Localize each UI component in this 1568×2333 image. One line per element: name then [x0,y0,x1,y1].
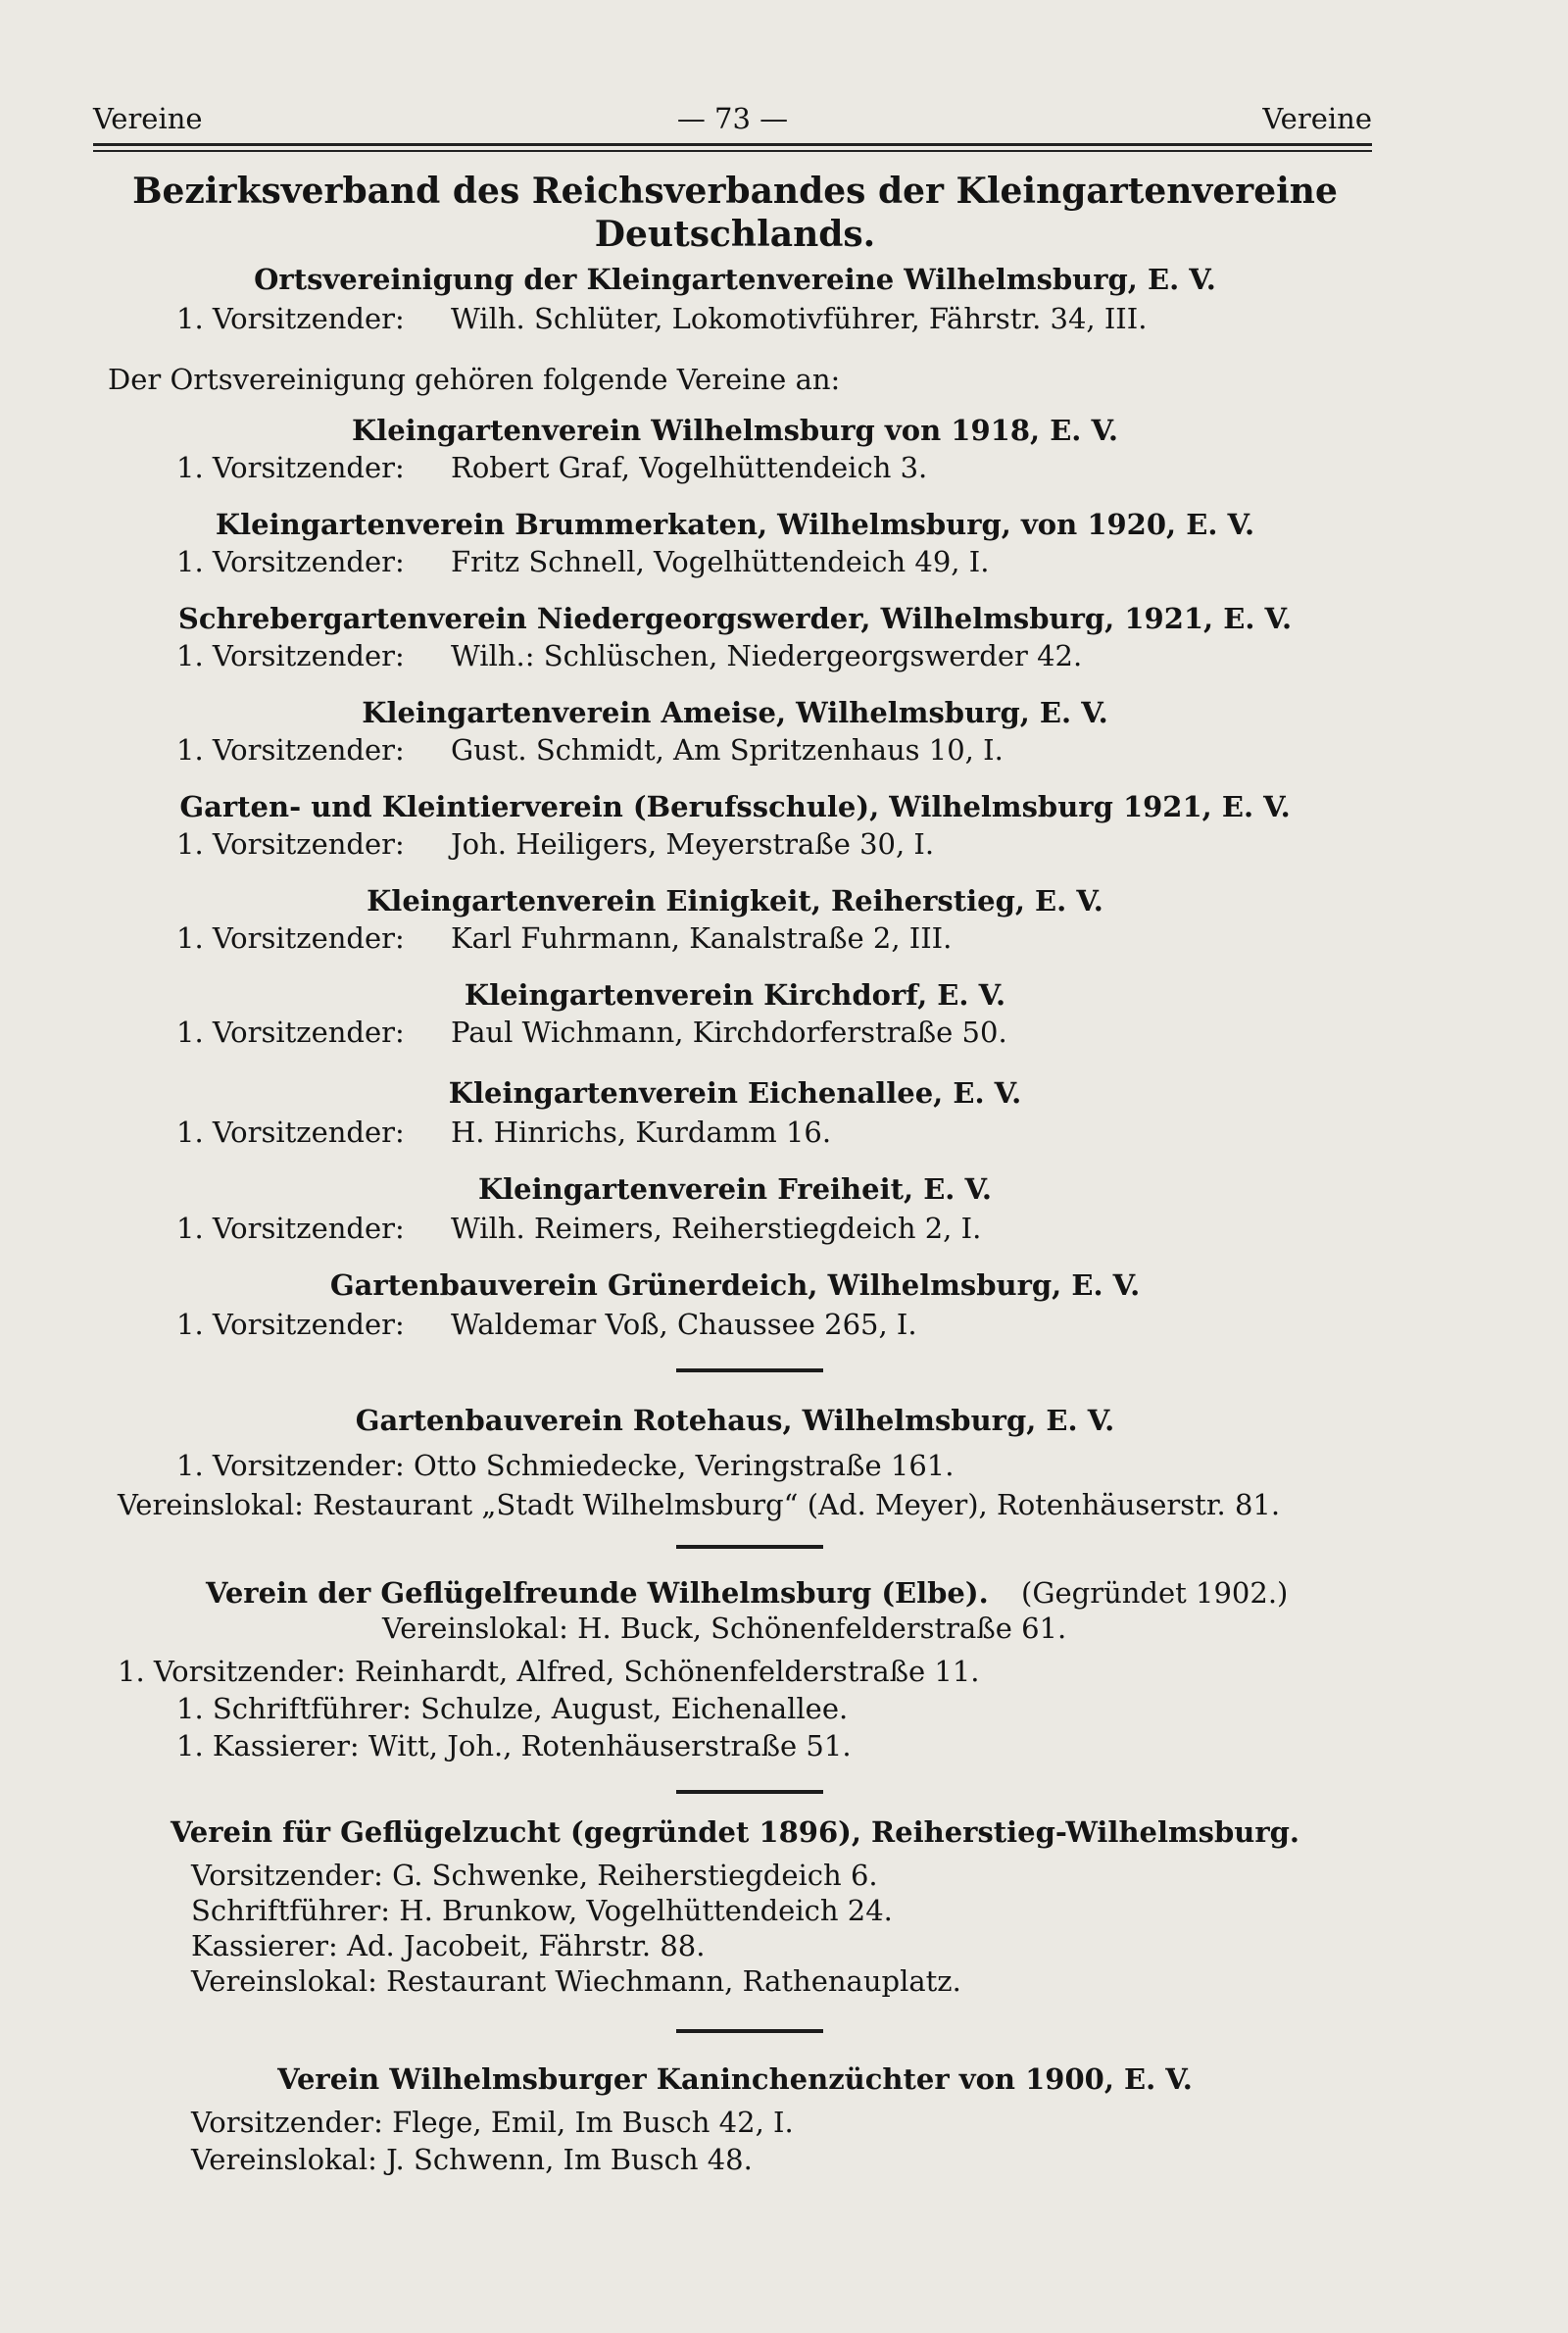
gefluegelfreunde-lokal: Vereinslokal: H. Buck, Schönenfelderstraße 61. [382,1612,1067,1645]
gefluegelzucht-secretary: Schriftführer: H. Brunkow, Vogelhüttendeich 24. [191,1894,893,1927]
club-chair-label: 1. Vorsitzender: [176,639,405,672]
ortsvereinigung-intro: Der Ortsvereinigung gehören folgende Vereine an: [108,363,841,396]
club-name: Schrebergartenverein Niedergeorgswerder, Wilhelmsburg, 1921, E. V. [177,602,1293,635]
club-chair: Karl Fuhrmann, Kanalstraße 2, III. [451,921,953,955]
header-rule-thin [93,150,1372,152]
kaninchen-name: Verein Wilhelmsburger Kaninchenzüchter von 1900, E. V. [277,2062,1193,2096]
section-divider [676,1790,823,1794]
ortsvereinigung-chair-label: 1. Vorsitzender: [176,302,405,335]
club-chair-label: 1. Vorsitzender: [176,733,405,767]
ortsvereinigung-name: Ortsvereinigung der Kleingartenvereine Wilhelmsburg, E. V. [254,263,1216,296]
rotehaus-name: Gartenbauverein Rotehaus, Wilhelmsburg, E. V. [355,1404,1115,1437]
club-chair: Fritz Schnell, Vogelhüttendeich 49, I. [451,545,990,578]
gefluegelzucht-name: Verein für Geflügelzucht (gegründet 1896), Reiherstieg-Wilhelmsburg. [170,1815,1300,1849]
club-chair-label: 1. Vorsitzender: [176,1116,405,1149]
club-name: Kleingartenverein Freiheit, E. V. [477,1172,993,1206]
main-title-line1: Bezirksverband des Reichsverbandes der Kleingartenvereine [132,171,1338,212]
gefluegelzucht-lokal: Vereinslokal: Restaurant Wiechmann, Rathenauplatz. [191,1964,961,1998]
club-chair-label: 1. Vorsitzender: [176,545,405,578]
club-name: Garten- und Kleintierverein (Berufsschule), Wilhelmsburg 1921, E. V. [179,790,1291,823]
section-divider [676,2029,823,2033]
running-header [93,102,1372,141]
club-chair-label: 1. Vorsitzender: [176,1016,405,1049]
section-divider [676,1368,823,1372]
header-left: Vereine [93,102,203,135]
club-name: Kleingartenverein Einigkeit, Reiherstieg, E. V. [367,884,1103,918]
page-number: — 73 — [676,102,789,135]
club-name: Kleingartenverein Eichenallee, E. V. [448,1076,1022,1110]
club-chair: Joh. Heiligers, Meyerstraße 30, I. [451,827,935,861]
rotehaus-chair: 1. Vorsitzender: Otto Schmiedecke, Veringstraße 161. [176,1449,955,1482]
gefluegelfreunde-founded: (Gegründet 1902.) [1021,1576,1289,1610]
rotehaus-lokal: Vereinslokal: Restaurant „Stadt Wilhelmsburg“ (Ad. Meyer), Rotenhäuserstr. 81. [118,1488,1281,1521]
gefluegelzucht-treasurer: Kassierer: Ad. Jacobeit, Fährstr. 88. [191,1929,706,1962]
kaninchen-lokal: Vereinslokal: J. Schwenn, Im Busch 48. [191,2143,753,2176]
club-chair: Gust. Schmidt, Am Spritzenhaus 10, I. [451,733,1004,767]
club-name: Kleingartenverein Wilhelmsburg von 1918, E. V. [351,414,1119,447]
kaninchen-chair: Vorsitzender: Flege, Emil, Im Busch 42, I. [191,2106,794,2139]
club-chair: Waldemar Voß, Chaussee 265, I. [451,1308,917,1341]
club-chair-label: 1. Vorsitzender: [176,921,405,955]
club-name: Kleingartenverein Brummerkaten, Wilhelmsburg, von 1920, E. V. [215,508,1255,541]
gefluegelzucht-chair: Vorsitzender: G. Schwenke, Reiherstiegdeich 6. [191,1859,878,1892]
club-chair: Wilh. Reimers, Reiherstiegdeich 2, I. [451,1212,982,1245]
club-chair: Paul Wichmann, Kirchdorferstraße 50. [451,1016,1007,1049]
club-name: Kleingartenverein Kirchdorf, E. V. [464,978,1006,1012]
gefluegelfreunde-name: Verein der Geflügelfreunde Wilhelmsburg (Elbe). [206,1576,989,1610]
gefluegelfreunde-secretary: 1. Schriftführer: Schulze, August, Eichenallee. [176,1692,849,1725]
header-rule [93,143,1372,146]
club-chair: Robert Graf, Vogelhüttendeich 3. [451,451,928,484]
club-name: Kleingartenverein Ameise, Wilhelmsburg, E. V. [362,696,1108,729]
club-name: Gartenbauverein Grünerdeich, Wilhelmsburg, E. V. [329,1268,1141,1302]
club-chair: H. Hinrichs, Kurdamm 16. [451,1116,832,1149]
main-title-line2: Deutschlands. [594,214,876,255]
gefluegelfreunde-chair: 1. Vorsitzender: Reinhardt, Alfred, Schönenfelderstraße 11. [118,1655,980,1688]
club-chair: Wilh.: Schlüschen, Niedergeorgswerder 42. [451,639,1083,672]
gefluegelfreunde-treasurer: 1. Kassierer: Witt, Joh., Rotenhäuserstraße 51. [176,1729,852,1762]
section-divider [676,1545,823,1549]
club-chair-label: 1. Vorsitzender: [176,1212,405,1245]
club-chair-label: 1. Vorsitzender: [176,1308,405,1341]
club-chair-label: 1. Vorsitzender: [176,451,405,484]
header-right: Vereine [1262,102,1372,135]
ortsvereinigung-chair: Wilh. Schlüter, Lokomotivführer, Fährstr. 34, III. [451,302,1148,335]
club-chair-label: 1. Vorsitzender: [176,827,405,861]
